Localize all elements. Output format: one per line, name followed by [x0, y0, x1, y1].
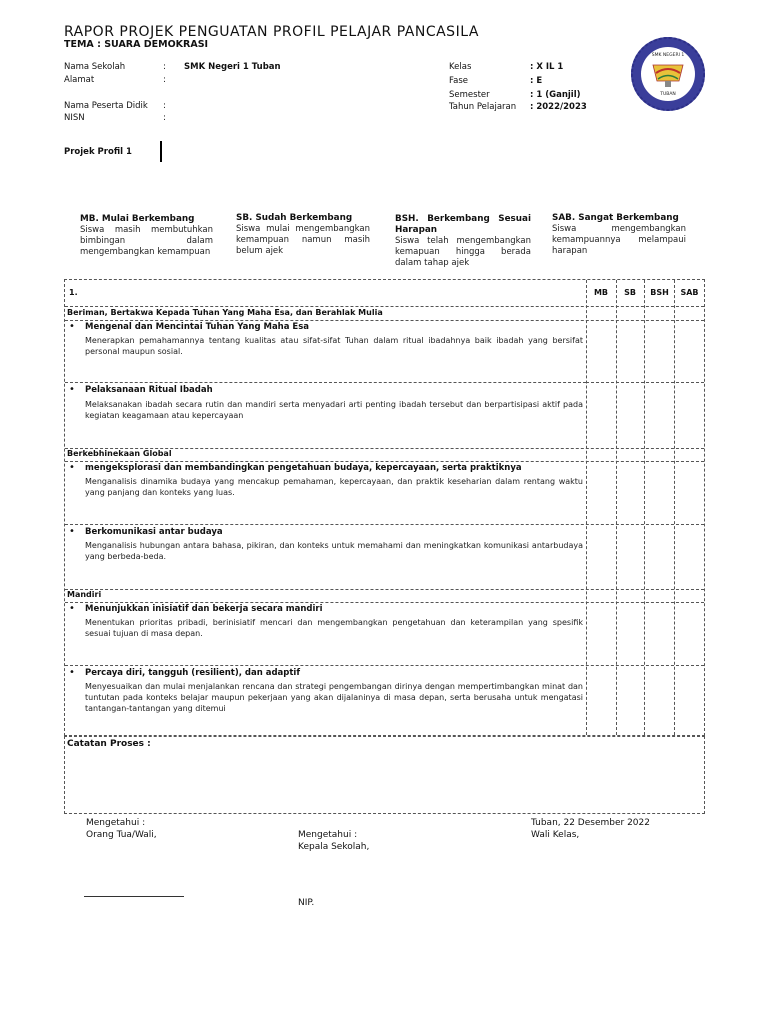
school-logo [629, 35, 707, 113]
parent-label: Orang Tua/Wali, [86, 830, 157, 840]
column-header-bsh: BSH [650, 288, 669, 297]
scale-bsh [395, 214, 531, 269]
info-label-nisn: NISN [64, 113, 85, 123]
nip-label: NIP. [298, 898, 315, 908]
notes-box[interactable] [64, 736, 705, 814]
item-description: Menganalisis hubungan antara bahasa, pikiran, dan konteks untuk memahami dan meningkatkan komunikasi antarbudaya yang berbeda-beda. [85, 541, 583, 561]
item-title: Pelaksanaan Ritual Ibadah [85, 385, 213, 395]
info-value-year: : 2022/2023 [530, 102, 587, 112]
item-title: Percaya diri, tangguh (resilient), dan adaptif [85, 668, 301, 678]
scale-description: Siswa mengembangkan kemampuannya melampaui harapan [552, 224, 686, 256]
bullet-icon: • [69, 384, 75, 395]
project-label: Projek Profil 1 [64, 147, 132, 157]
item-title: Menunjukkan inisiatif dan bekerja secara mandiri [85, 604, 323, 614]
bullet-icon: • [69, 321, 75, 332]
scale-heading: SB. Sudah Berkembang [236, 213, 353, 223]
info-label-address: Alamat [64, 75, 95, 85]
notes-label: Catatan Proses : [67, 739, 151, 749]
info-sep: : [163, 101, 166, 111]
group-heading: Berkebhinekaan Global [67, 449, 172, 458]
info-label-class: Kelas [449, 62, 472, 72]
info-label-year: Tahun Pelajaran [449, 102, 517, 112]
place-date: Tuban, 22 Desember 2022 [531, 818, 650, 828]
bullet-icon: • [69, 462, 75, 473]
info-label-semester: Semester [449, 90, 490, 100]
info-sep: : [163, 62, 166, 72]
project-divider [160, 141, 162, 162]
assessment-table [64, 279, 705, 736]
info-value-phase: : E [530, 76, 543, 86]
item-description: Menyesuaikan dan mulai menjalankan rencana dan strategi pengembangan dirinya dengan mempertimbangkan minat dan tuntutan pada konteks belajar maupun pekerjaan yang akan dijalaninya di masa depan, serta berusaha untuk mengatasi tantangan-tantangan yang ditemui [85, 682, 583, 713]
info-label-school: Nama Sekolah [64, 62, 126, 72]
principal-label: Kepala Sekolah, [298, 842, 370, 852]
item-description: Menganalisis dinamika budaya yang mencakup pemahaman, kepercayaan, dan praktik keseharian dalam rentang waktu yang panjang dan konteks yang luas. [85, 477, 583, 497]
acknowledge-label-left: Mengetahui : [86, 818, 146, 828]
item-description: Melaksanakan ibadah secara rutin dan mandiri serta menyadari arti penting ibadah tersebut dan berpartisipasi aktif pada kegiatan keagamaan atau kepercayaan [85, 400, 583, 420]
scale-description: Siswa masih membutuhkan bimbingan dalam mengembangkan kemampuan [80, 225, 213, 257]
info-value-class: : X IL 1 [530, 62, 564, 72]
scale-description: Siswa mulai mengembangkan kemampuan namun masih belum ajek [236, 224, 370, 256]
column-header-sb: SB [624, 288, 636, 297]
scale-sb [236, 213, 370, 257]
homeroom-label: Wali Kelas, [531, 830, 580, 840]
column-header-mb: MB [593, 288, 609, 297]
bullet-icon: • [69, 603, 75, 614]
scale-heading: MB. Mulai Berkembang [80, 214, 195, 224]
group-heading: Beriman, Bertakwa Kepada Tuhan Yang Maha Esa, dan Berahlak Mulia [67, 308, 383, 317]
info-sep: : [163, 113, 166, 123]
group-heading: Mandiri [67, 590, 102, 599]
item-title: Mengenal dan Mencintai Tuhan Yang Maha Esa [85, 322, 310, 332]
parent-signature-line [84, 896, 184, 897]
item-title: Berkomunikasi antar budaya [85, 527, 223, 537]
report-title: RAPOR PROJEK PENGUATAN PROFIL PELAJAR PANCASILA [64, 24, 479, 40]
info-value-semester: : 1 (Ganjil) [530, 90, 581, 100]
info-label-student-name: Nama Peserta Didik [64, 101, 148, 111]
logo-bottom-text: TUBAN [660, 92, 676, 97]
scale-mb [80, 214, 213, 258]
scale-sab [552, 213, 686, 257]
scale-description: Siswa telah mengembangkan kemapuan hingga berada dalam tahap ajek [395, 236, 531, 268]
bullet-icon: • [69, 667, 75, 678]
item-title: mengeksplorasi dan membandingkan pengetahuan budaya, kepercayaan, serta praktiknya [85, 463, 522, 473]
info-sep: : [163, 75, 166, 85]
logo-top-text: SMK NEGERI 1 [651, 53, 685, 58]
info-value-school: SMK Negeri 1 Tuban [184, 62, 281, 72]
acknowledge-label-mid: Mengetahui : [298, 830, 358, 840]
bullet-icon: • [69, 526, 75, 537]
column-header-sab: SAB [680, 288, 699, 297]
scale-heading: SAB. Sangat Berkembang [552, 213, 679, 223]
report-theme: TEMA : SUARA DEMOKRASI [64, 39, 209, 50]
table-number: 1. [69, 288, 78, 297]
scale-heading: BSH. Berkembang Sesuai Harapan [395, 214, 531, 235]
item-description: Menentukan prioritas pribadi, berinisiatif mencari dan mengembangkan pengetahuan dan keterampilan yang spesifik sesuai tujuan di masa depan. [85, 618, 583, 638]
info-label-phase: Fase [449, 76, 468, 86]
item-description: Menerapkan pemahamannya tentang kualitas atau sifat-sifat Tuhan dalam ritual ibadahnya baik ibadah yang bersifat personal maupun sosial. [85, 336, 583, 356]
